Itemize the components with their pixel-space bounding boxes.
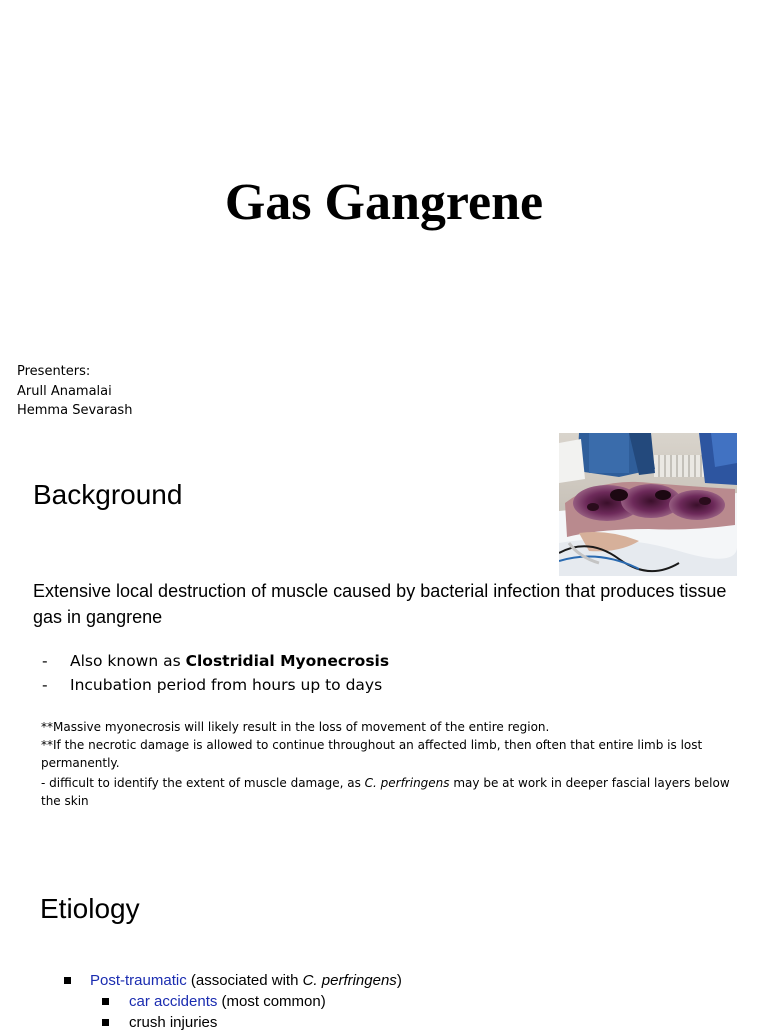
patient-photo: [559, 433, 737, 576]
list-item-text: ): [396, 972, 402, 989]
list-item: [42, 650, 389, 674]
list-item-text: (most common): [217, 993, 326, 1010]
list-item: [62, 1012, 402, 1033]
page-title: Gas Gangrene: [224, 174, 544, 231]
post-traumatic-link[interactable]: Post-traumatic: [90, 972, 187, 989]
dash-marker: -: [42, 675, 48, 694]
note-text: may be at work in deeper fascial layers below the skin: [41, 776, 730, 808]
square-bullet-icon: [102, 998, 109, 1005]
dash-marker: -: [42, 652, 48, 670]
note-italic-term: C. perfringens: [364, 776, 450, 790]
list-item-italic: C. perfringens: [302, 972, 397, 989]
background-heading: Background: [33, 479, 183, 510]
note-line: **If the necrotic damage is allowed to continue throughout an affected limb, then often that entire limb is lost permanently.: [41, 738, 703, 770]
bullet-text: Also known as: [70, 652, 186, 670]
bullet-text: Incubation period from hours up to days: [70, 675, 383, 694]
note-line: [41, 774, 741, 810]
background-notes: [41, 718, 741, 810]
presenters-label: Presenters:: [17, 364, 91, 379]
list-item: [62, 991, 402, 1012]
square-bullet-icon: [102, 1019, 109, 1026]
square-bullet-icon: [64, 977, 71, 984]
note-line: **Massive myonecrosis will likely result in the loss of movement of the entire region.: [41, 720, 550, 734]
list-item-text: crush injuries: [129, 1014, 218, 1031]
list-item: [42, 674, 389, 698]
note-text: - difficult to identify the extent of muscle damage, as: [41, 776, 365, 790]
list-item-text: (associated with: [186, 972, 303, 989]
presenters-block: [17, 362, 132, 421]
list-item: [62, 970, 402, 991]
etiology-heading: Etiology: [40, 893, 140, 924]
background-bullet-list: [42, 650, 389, 697]
presenter-name: Arull Anamalai: [17, 383, 112, 399]
background-description: Extensive local destruction of muscle caused by bacterial infection that produces tissue gas in gangrene: [33, 581, 727, 627]
bullet-bold-term: Clostridial Myonecrosis: [185, 652, 390, 670]
car-accidents-link[interactable]: car accidents: [129, 993, 218, 1010]
presenter-name: Hemma Sevarash: [17, 403, 133, 418]
